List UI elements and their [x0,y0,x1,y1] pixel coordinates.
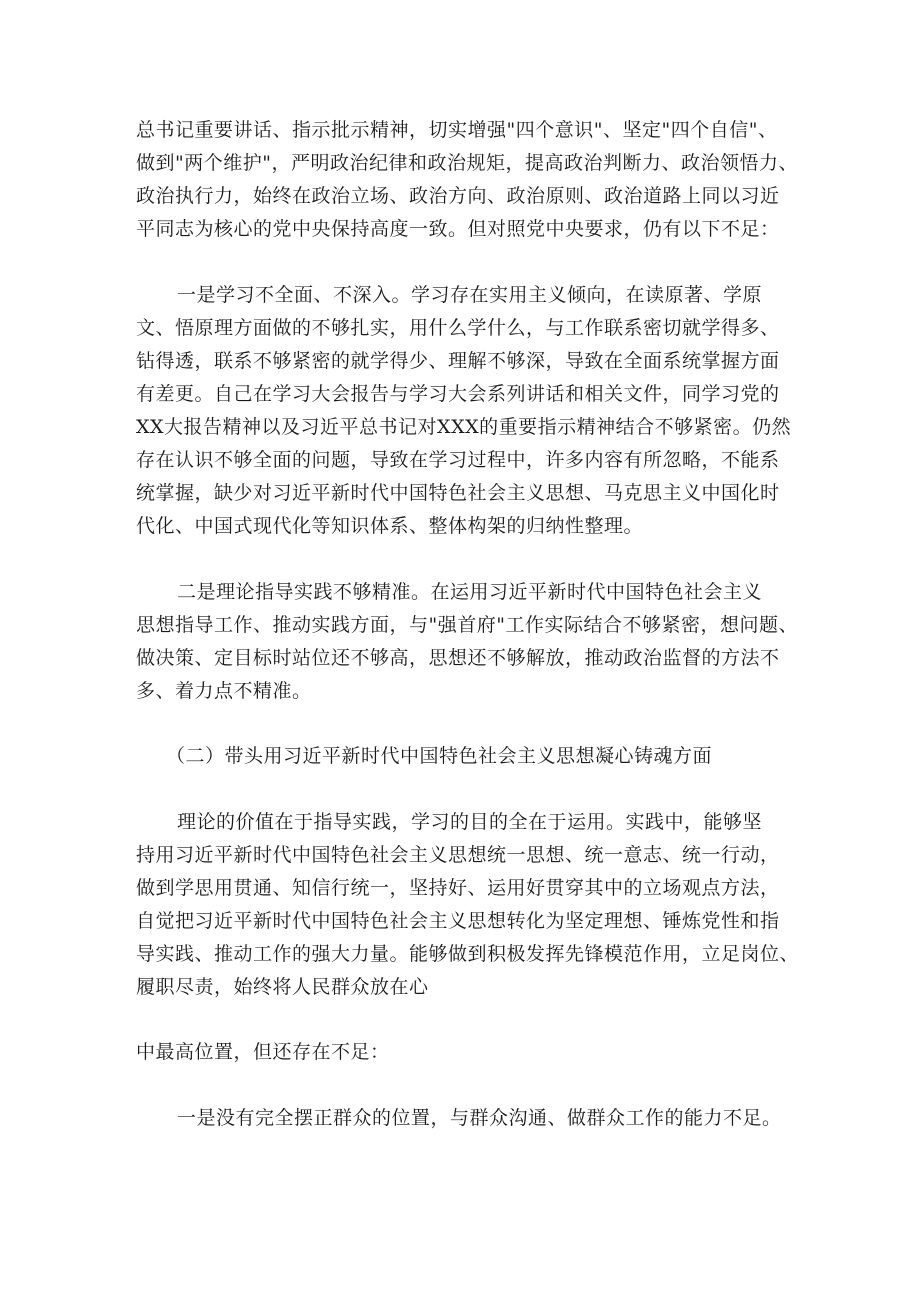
paragraph-5-line-3: 做到学思用贯通、知信行统一，坚持好、运用好贯穿其中的立场观点方法， [136,877,780,899]
paragraph-1-line-4: 平同志为核心的党中央保持高度一致。但对照党中央要求，仍有以下不足： [136,218,780,240]
paragraph-1-line-1: 总书记重要讲话、指示批示精神，切实增强"四个意识"、坚定"四个自信"、 [136,119,778,141]
paragraph-2-line-3: 钻得透，联系不够紧密的就学得少、理解不够深，导致在全面系统掌握方面 [136,350,780,372]
paragraph-3-line-4: 多、着力点不精准。 [136,680,312,702]
paragraph-1-line-2: 做到"两个维护"，严明政治纪律和政治规矩，提高政治判断力、政治领悟力、 [136,152,798,174]
paragraph-6-line-1: 中最高位置，但还存在不足： [136,1041,390,1063]
paragraph-3-line-2: 思想指导工作、推动实践方面，与"强首府"工作实际结合不够紧密，想问题、 [136,614,798,636]
paragraph-2-line-7: 统掌握，缺少对习近平新时代中国特色社会主义思想、马克思主义中国化时 [136,482,780,504]
paragraph-5-line-2: 持用习近平新时代中国特色社会主义思想统一思想、统一意志、统一行动， [136,844,780,866]
paragraph-2-line-4: 有差更。自己在学习大会报告与学习大会系列讲话和相关文件，同学习党的 [136,383,780,405]
paragraph-3-line-3: 做决策、定目标时站位还不够高，思想还不够解放，推动政治监督的方法不 [136,647,780,669]
paragraph-2-line-1: 一是学习不全面、不深入。学习存在实用主义倾向，在读原著、学原 [177,284,763,306]
paragraph-2-line-5: XX大报告精神以及习近平总书记对XXX的重要指示精神结合不够紧密。仍然 [136,416,792,438]
paragraph-5-line-4: 自觉把习近平新时代中国特色社会主义思想转化为坚定理想、锤炼党性和指 [136,910,780,932]
paragraph-1-line-3: 政治执行力，始终在政治立场、政治方向、政治原则、政治道路上同以习近 [136,185,780,207]
paragraph-7-line-1: 一是没有完全摆正群众的位置，与群众沟通、做群众工作的能力不足。 [177,1107,782,1129]
paragraph-3-line-1: 二是理论指导实践不够精准。在运用习近平新时代中国特色社会主义 [177,581,763,603]
paragraph-2-line-2: 文、悟原理方面做的不够扎实，用什么学什么，与工作联系密切就学得多、 [136,317,780,339]
paragraph-5-line-1: 理论的价值在于指导实践，学习的目的全在于运用。实践中，能够坚 [177,811,763,833]
section-heading: （二）带头用习近平新时代中国特色社会主义思想凝心铸魂方面 [166,745,713,767]
paragraph-2-line-8: 代化、中国式现代化等知识体系、整体构架的归纳性整理。 [136,515,644,537]
paragraph-2-line-6: 存在认识不够全面的问题，导致在学习过程中，许多内容有所忽略，不能系 [136,449,780,471]
paragraph-5-line-5: 导实践、推动工作的强大力量。能够做到积极发挥先锋模范作用，立足岗位、 [136,943,800,965]
paragraph-5-line-6: 履职尽责，始终将人民群众放在心 [136,976,429,998]
